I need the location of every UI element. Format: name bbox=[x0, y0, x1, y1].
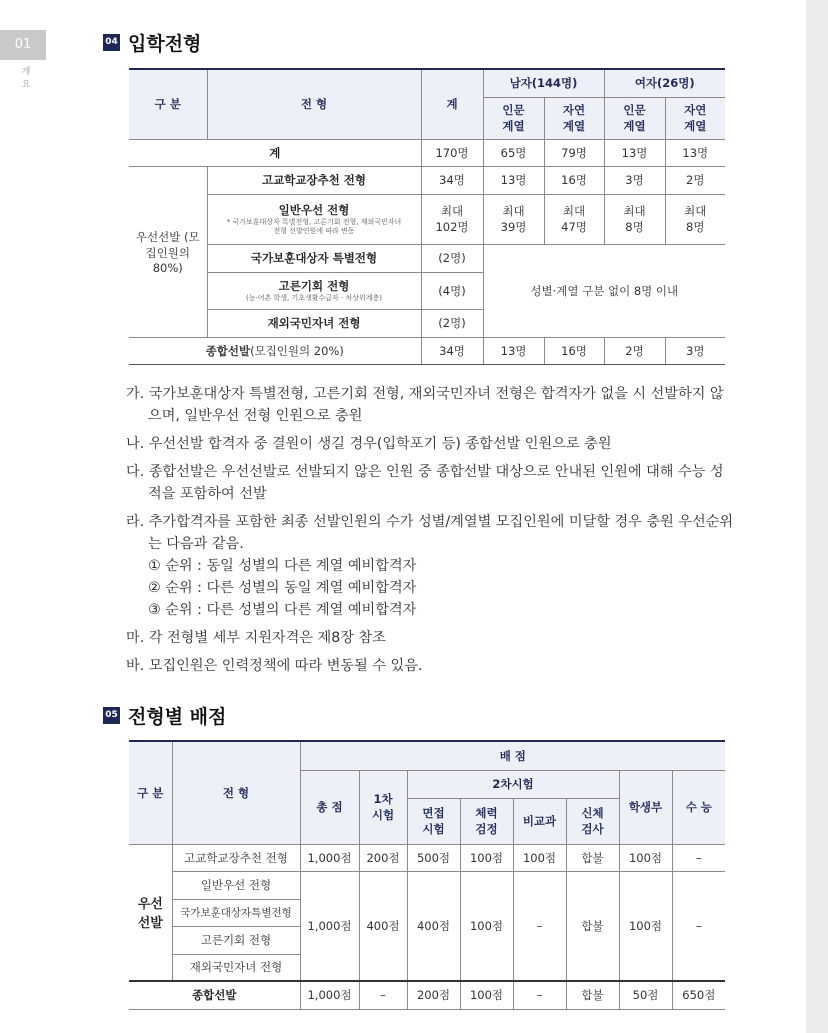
cell: 100점 bbox=[619, 844, 672, 871]
equal-label: 고른기회 전형 bbox=[278, 279, 350, 293]
comprehensive-label-rest: (모집인원의 20%) bbox=[250, 343, 344, 358]
row-label-school-rec: 고교학교장추천 전형 bbox=[207, 166, 421, 194]
cell: 2명 bbox=[665, 166, 725, 194]
table-row bbox=[129, 166, 725, 194]
header-scores: 배 점 bbox=[300, 741, 725, 770]
cell: 최대 47명 bbox=[544, 194, 604, 244]
note-ra-sub-1: ① 순위 : 동일 성별의 다른 계열 예비합격자 bbox=[148, 558, 417, 574]
cell: 100점 bbox=[460, 871, 513, 981]
scoring-table bbox=[129, 740, 725, 1010]
table-row bbox=[129, 871, 725, 899]
cell: 16명 bbox=[544, 166, 604, 194]
cell: 650점 bbox=[672, 981, 725, 1009]
header-category: 구 분 bbox=[129, 741, 172, 844]
table-row bbox=[129, 244, 725, 272]
row-label-comprehensive: 종합선발 bbox=[129, 981, 300, 1009]
header-track: 전 형 bbox=[172, 741, 300, 844]
cell: 13명 bbox=[483, 166, 544, 194]
cell: 최대 8명 bbox=[604, 194, 665, 244]
comprehensive-label-bold: 종합선발 bbox=[205, 343, 251, 358]
cell: – bbox=[672, 871, 725, 981]
row-label-comprehensive bbox=[129, 337, 421, 364]
section-heading-scoring bbox=[103, 702, 226, 729]
header-fitness: 체력 검정 bbox=[460, 798, 513, 844]
header-school-record: 학생부 bbox=[619, 770, 672, 844]
row-label-equal bbox=[207, 272, 421, 309]
row-label-general bbox=[207, 194, 421, 244]
cell: 13명 bbox=[665, 139, 725, 166]
row-label-overseas: 재외국민자녀 전형 bbox=[207, 309, 421, 337]
section-title: 입학전형 bbox=[128, 33, 202, 55]
chapter-number: 01 bbox=[0, 30, 46, 60]
cell: 13명 bbox=[483, 337, 544, 364]
row-label-equal: 고른기회 전형 bbox=[172, 926, 300, 954]
row-label-total: 계 bbox=[129, 139, 421, 166]
cell: 400점 bbox=[359, 871, 407, 981]
cell: 500점 bbox=[407, 844, 460, 871]
header-male: 남자(144명) bbox=[483, 69, 604, 97]
cell: 16명 bbox=[544, 337, 604, 364]
note-ma: 마. 각 전형별 세부 지원자격은 제8장 참조 bbox=[126, 630, 386, 646]
row-label-school-rec: 고교학교장추천 전형 bbox=[172, 844, 300, 871]
header-male-science: 자연 계열 bbox=[544, 97, 604, 139]
equal-note: (농·어촌 학생, 기초생활수급자 · 차상위계층) bbox=[246, 294, 382, 302]
cell: 1,000점 bbox=[300, 981, 359, 1009]
header-total-score: 총 점 bbox=[300, 770, 359, 844]
cell: 400점 bbox=[407, 871, 460, 981]
table-row bbox=[129, 194, 725, 244]
cell: 2명 bbox=[604, 337, 665, 364]
header-interview: 면접 시험 bbox=[407, 798, 460, 844]
cell: 50점 bbox=[619, 981, 672, 1009]
header-physical-exam: 신체 검사 bbox=[566, 798, 619, 844]
row-group-priority: 우선선발 (모집인원의 80%) bbox=[129, 166, 207, 337]
cell: (2명) bbox=[421, 244, 483, 272]
table-row bbox=[129, 844, 725, 871]
cell: 200점 bbox=[359, 844, 407, 871]
section-number-badge: 05 bbox=[103, 707, 120, 724]
cell: 100점 bbox=[619, 871, 672, 981]
header-suneung: 수 능 bbox=[672, 770, 725, 844]
cell: 3명 bbox=[604, 166, 665, 194]
header-track: 전 형 bbox=[207, 69, 421, 139]
cell: 3명 bbox=[665, 337, 725, 364]
table-row bbox=[129, 139, 725, 166]
table-row bbox=[129, 337, 725, 364]
section-title: 전형별 배점 bbox=[128, 706, 227, 728]
note-ra: 라. 추가합격자를 포함한 최종 선발인원의 수가 성별/계열별 모집인원에 미달할 경우 충원 우선순위는 다음과 같음. bbox=[126, 514, 734, 552]
cell: 1,000점 bbox=[300, 844, 359, 871]
header-extracurricular: 비교과 bbox=[513, 798, 566, 844]
row-group-priority: 우선 선발 bbox=[129, 844, 172, 981]
header-second-exam: 2차시험 bbox=[407, 770, 619, 798]
header-female-humanities: 인문 계열 bbox=[604, 97, 665, 139]
cell: (2명) bbox=[421, 309, 483, 337]
row-label-general: 일반우선 전형 bbox=[172, 871, 300, 899]
cell: 100점 bbox=[460, 981, 513, 1009]
row-label-veteran: 국가보훈대상자 특별전형 bbox=[207, 244, 421, 272]
note-ga: 가. 국가보훈대상자 특별전형, 고른기회 전형, 재외국민자녀 전형은 합격자가 없을 시 선발하지 않으며, 일반우선 전형 인원으로 충원 bbox=[126, 386, 724, 424]
cell: – bbox=[513, 981, 566, 1009]
admission-table bbox=[129, 68, 725, 365]
header-first-exam: 1차 시험 bbox=[359, 770, 407, 844]
cell: 100점 bbox=[513, 844, 566, 871]
note-ra-sub-2: ② 순위 : 다른 성별의 동일 계열 예비합격자 bbox=[148, 580, 417, 596]
cell: (4명) bbox=[421, 272, 483, 309]
header-total: 계 bbox=[421, 69, 483, 139]
cell: 79명 bbox=[544, 139, 604, 166]
cell: 1,000점 bbox=[300, 871, 359, 981]
cell: 최대 8명 bbox=[665, 194, 725, 244]
cell: 34명 bbox=[421, 166, 483, 194]
section-number-badge: 04 bbox=[103, 34, 120, 51]
cell: 170명 bbox=[421, 139, 483, 166]
header-category: 구 분 bbox=[129, 69, 207, 139]
header-male-humanities: 인문 계열 bbox=[483, 97, 544, 139]
row-label-veteran: 국가보훈대상자특별전형 bbox=[172, 899, 300, 926]
cell: 200점 bbox=[407, 981, 460, 1009]
general-note: * 국가보훈대상자 특별전형, 고른기회 전형, 재외국민자녀 전형 선발인원에 따라 변동 bbox=[226, 218, 402, 235]
header-female-science: 자연 계열 bbox=[665, 97, 725, 139]
notes-list bbox=[126, 383, 736, 683]
row-label-overseas: 재외국민자녀 전형 bbox=[172, 954, 300, 981]
note-ra-sub-3: ③ 순위 : 다른 성별의 다른 계열 예비합격자 bbox=[148, 602, 417, 618]
chapter-label: 개요 bbox=[21, 67, 31, 90]
cell: 합불 bbox=[566, 871, 619, 981]
cell: – bbox=[513, 871, 566, 981]
section-heading-admission bbox=[103, 29, 201, 56]
cell: 최대 102명 bbox=[421, 194, 483, 244]
cell: – bbox=[672, 844, 725, 871]
cell: 65명 bbox=[483, 139, 544, 166]
cell: 34명 bbox=[421, 337, 483, 364]
cell: 합불 bbox=[566, 981, 619, 1009]
note-na: 나. 우선선발 합격자 중 결원이 생길 경우(입학포기 등) 종합선발 인원으로 충원 bbox=[126, 436, 612, 452]
header-female: 여자(26명) bbox=[604, 69, 725, 97]
cell: 최대 39명 bbox=[483, 194, 544, 244]
general-label: 일반우선 전형 bbox=[278, 203, 350, 217]
cell: 합불 bbox=[566, 844, 619, 871]
cell: 100점 bbox=[460, 844, 513, 871]
cell: 13명 bbox=[604, 139, 665, 166]
note-ba: 바. 모집인원은 인력정책에 따라 변동될 수 있음. bbox=[126, 658, 423, 674]
note-da: 다. 종합선발은 우선선발로 선발되지 않은 인원 중 종합선발 대상으로 안내된 인원에 대해 수능 성적을 포함하여 선발 bbox=[126, 464, 724, 502]
merged-note-cell: 성별·계열 구분 없이 8명 이내 bbox=[483, 244, 725, 337]
table-row bbox=[129, 981, 725, 1009]
cell: – bbox=[359, 981, 407, 1009]
